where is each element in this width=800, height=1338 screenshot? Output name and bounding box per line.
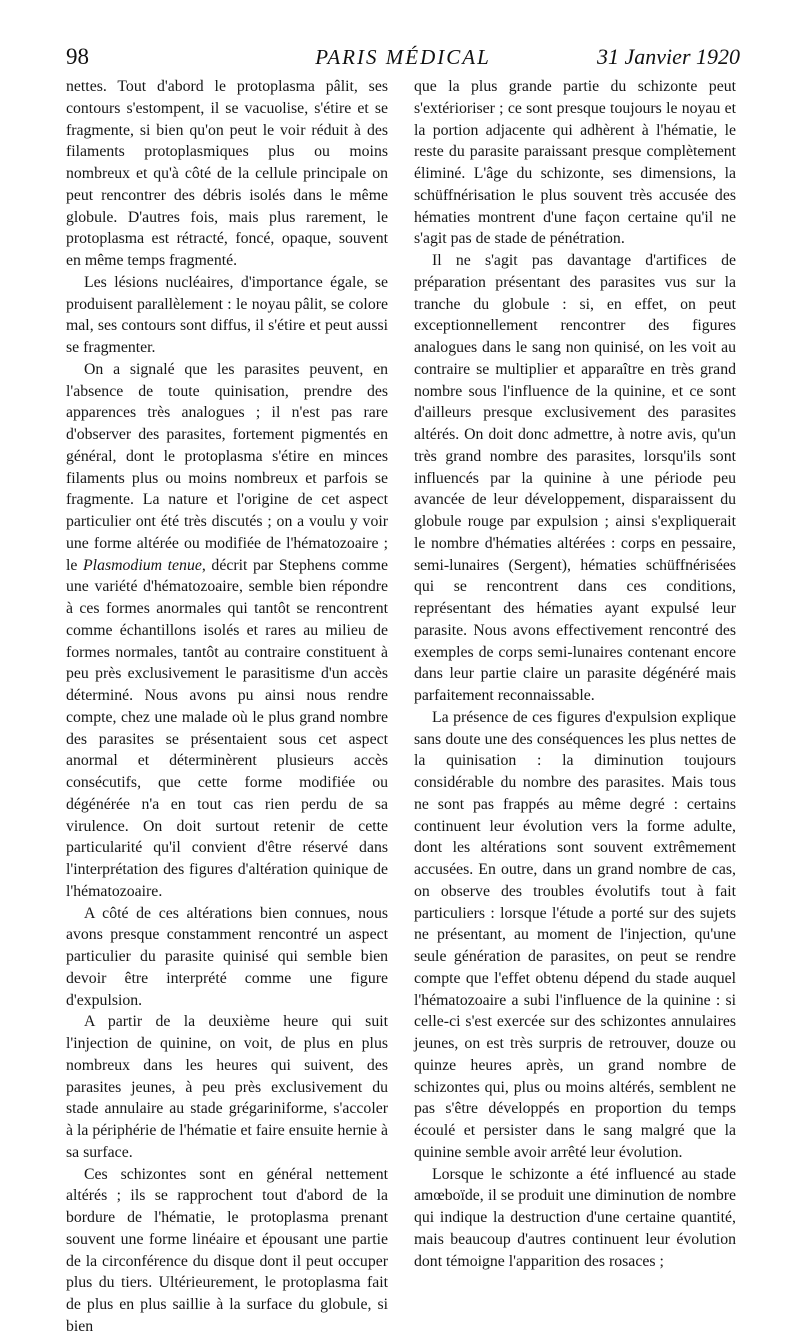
running-header <box>66 44 740 74</box>
left-paragraph-3-part-b: , décrit par Stephens comme une variété d'hématozoaire, semble bien répondre à ces formes anormales qui tantôt se rencontrent comme échantillons isolés et rares au milieu de formes normales, tantôt au contraire constituent à peu près exclusivement le parasitisme d'un accès déterminé. Nous avons pu ainsi nous rendre compte, chez une malade où le plus grand nombre des parasites se présentaient sous cet aspect anormal et déterminèrent plusieurs accès consécutifs, que cette forme modifiée ou dégénérée n'a en tout cas rien perdu de sa virulence. On doit surtout retenir de cette particularité qu'il convient d'être réservé dans l'interprétation des figures d'altération quinique de l'hématozoaire. <box>66 556 388 900</box>
left-paragraph-5: A partir de la deuxième heure qui suit l'injection de quinine, on voit, de plus en plus nombreux dans les heures qui suivent, des parasites jeunes, à peu près exclusivement du stade annulaire au stade grégariniforme, s'accoler à la périphérie de l'hématie et faire ensuite hernie à sa surface. <box>66 1013 388 1161</box>
right-paragraph-2: Il ne s'agit pas davantage d'artifices de préparation présentant des parasites vus sur la tranche du globule : si, en effet, on peut exceptionnellement rencontrer des figures analogues dans le sang non quinisé, on les voit au contraire se multiplier et apparaître en très grand nombre sous l'influence de la quinine, et ce sont d'ailleurs presque exclusivement des parasites altérés. On doit donc admettre, à notre avis, qu'un très grand nombre des parasites, lorsqu'ils sont influencés par la quinine à une période peu avancée de leur développement, disparaissent du globule rouge par expulsion ; ainsi s'expliquerait le nombre d'hématies altérées : corps en pessaire, semi-lunaires (Sergent), hématies schüffnérisées qui se rencontrent dans ces conditions, représentant des hématies ayant expulsé leur parasite. Nous avons effectivement rencontré des exemples de corps semi-lunaires contenant encore dans leur partie claire un parasite dégénéré mais parfaitement reconnaissable. <box>414 252 736 704</box>
left-paragraph-3-part-a: On a signalé que les parasites peuvent, en l'absence de toute quinisation, prendre des apparences très analogues ; il n'est pas rare d'observer des parasites, fortement pigmentés en général, dont le protoplasma s'étire en minces filaments plus ou moins nombreux et parfois se fragmente. La nature et l'origine de cet aspect particulier ont été très discutés ; on a voulu y voir une forme altérée ou modifiée de l'hématozoaire ; le <box>66 360 388 574</box>
left-column <box>66 76 388 1335</box>
right-column <box>414 76 736 1270</box>
species-name-italic: Plasmodium tenue <box>83 556 202 574</box>
right-paragraph-4: Lorsque le schizonte a été influencé au stade amœboïde, il se produit une diminution de nombre qui indique la destruction d'une certaine quantité, mais beaucoup d'autres continuent leur évolution dont témoigne l'apparition des rosaces ; <box>414 1165 736 1270</box>
right-paragraph-1: que la plus grande partie du schizonte peut s'extérioriser ; ce sont presque toujours le noyau et la portion adjacente qui adhèrent à l'hématie, le reste du parasite paraissant presque complètement éliminé. L'âge du schizonte, ses dimensions, la schüffnérisation le plus souvent très accusée des hématies montrent d'une façon certaine qu'il ne s'agit pas de stade de pénétration. <box>414 78 736 248</box>
left-paragraph-1: nettes. Tout d'abord le protoplasma pâlit, ses contours s'estompent, il se vacuolise, s'étire et se fragmente, si bien qu'on peut le voir réduit à des filaments protoplasmiques plus ou moins nombreux et qu'à côté de la cellule principale on peut rencontrer des débris isolés dans le même globule. D'autres fois, mais plus rarement, le protoplasma est rétracté, foncé, opaque, souvent en même temps fragmenté. <box>66 78 388 269</box>
journal-title: PARIS MÉDICAL <box>315 45 491 69</box>
page-number: 98 <box>66 44 89 69</box>
left-paragraph-3 <box>66 359 388 903</box>
right-paragraph-3: La présence de ces figures d'expulsion explique sans doute une des conséquences les plus nettes de la quinisation : la diminution toujours considérable du nombre des parasites. Mais tous ne sont pas frappés au même degré : certains continuent leur évolution vers la forme adulte, dont les altérations sont souvent extrêmement accusées. En outre, dans un grand nombre de cas, on observe des troubles évolutifs tout à fait particuliers : lorsque l'étude a porté sur des sujets ne présentant, au moment de l'injection, qu'une seule génération de parasites, on peut se rendre compte que l'effet obtenu dépend du stade auquel l'hématozoaire a subi l'influence de la quinine : si celle-ci s'est exercée sur des schizontes annulaires jeunes, on est très surpris de retrouver, douze ou quinze heures après, un grand nombre de schizontes qui, plus ou moins altérés, semblent ne pas s'être développés en proportion du temps écoulé et persister dans le sang malgré que la quinine semble avoir arrêté leur évolution. <box>414 708 736 1161</box>
left-paragraph-2: Les lésions nucléaires, d'importance égale, se produisent parallèlement : le noyau pâlit, se colore mal, ses contours sont diffus, il s'étire et peut aussi se fragmenter. <box>66 273 388 356</box>
left-paragraph-4: A côté de ces altérations bien connues, nous avons presque constamment rencontré un aspect particulier du parasite quinisé qui semble bien devoir être interprété comme une figure d'expulsion. <box>66 904 388 1009</box>
left-paragraph-6: Ces schizontes sont en général nettement altérés ; ils se rapprochent tout d'abord de la bordure de l'hématie, le protoplasma prenant souvent une forme linéaire et épousant une partie de la circonférence du disque dont il peut occuper plus du tiers. Ultérieurement, le protoplasma fait de plus en plus saillie à la surface du globule, si bien <box>66 1165 388 1335</box>
issue-date: 31 Janvier 1920 <box>597 44 740 69</box>
